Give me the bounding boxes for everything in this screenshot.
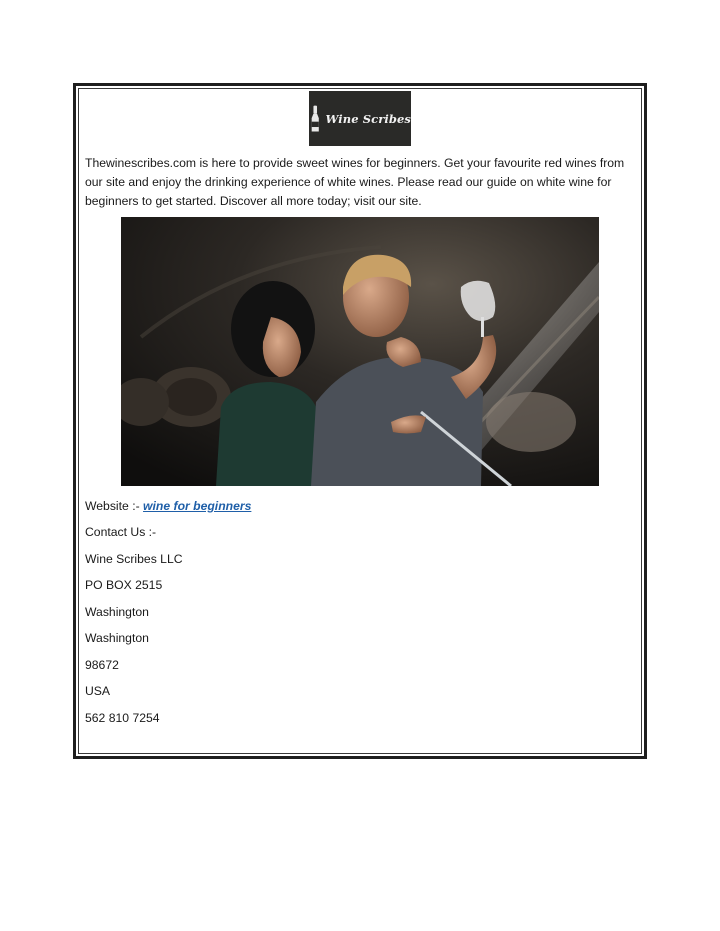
phone-number: 562 810 7254 [85,711,160,725]
company-name: Wine Scribes LLC [85,552,183,566]
city: Washington [85,605,149,619]
zip-code: 98672 [85,658,119,672]
intro-paragraph: Thewinescribes.com is here to provide sweet wines for beginners. Get your favourite red wines from our site and enjoy the drinking experience of white wines. Please read our guide on white wine for beginners to get started. Discover all more today; visit our site. [85,156,625,208]
logo-text: Wine Scribes [325,111,411,126]
website-link[interactable]: wine for beginners [143,499,252,513]
contact-us-label: Contact Us :- [85,525,157,539]
wine-bottle-glass-icon [309,103,321,135]
winemaker-with-glass-photo [121,217,599,486]
state: Washington [85,631,149,645]
wine-scribes-logo [309,91,411,146]
po-box: PO BOX 2515 [85,578,163,592]
website-line [85,498,251,514]
country: USA [85,684,111,698]
website-label: Website :- [85,499,144,513]
